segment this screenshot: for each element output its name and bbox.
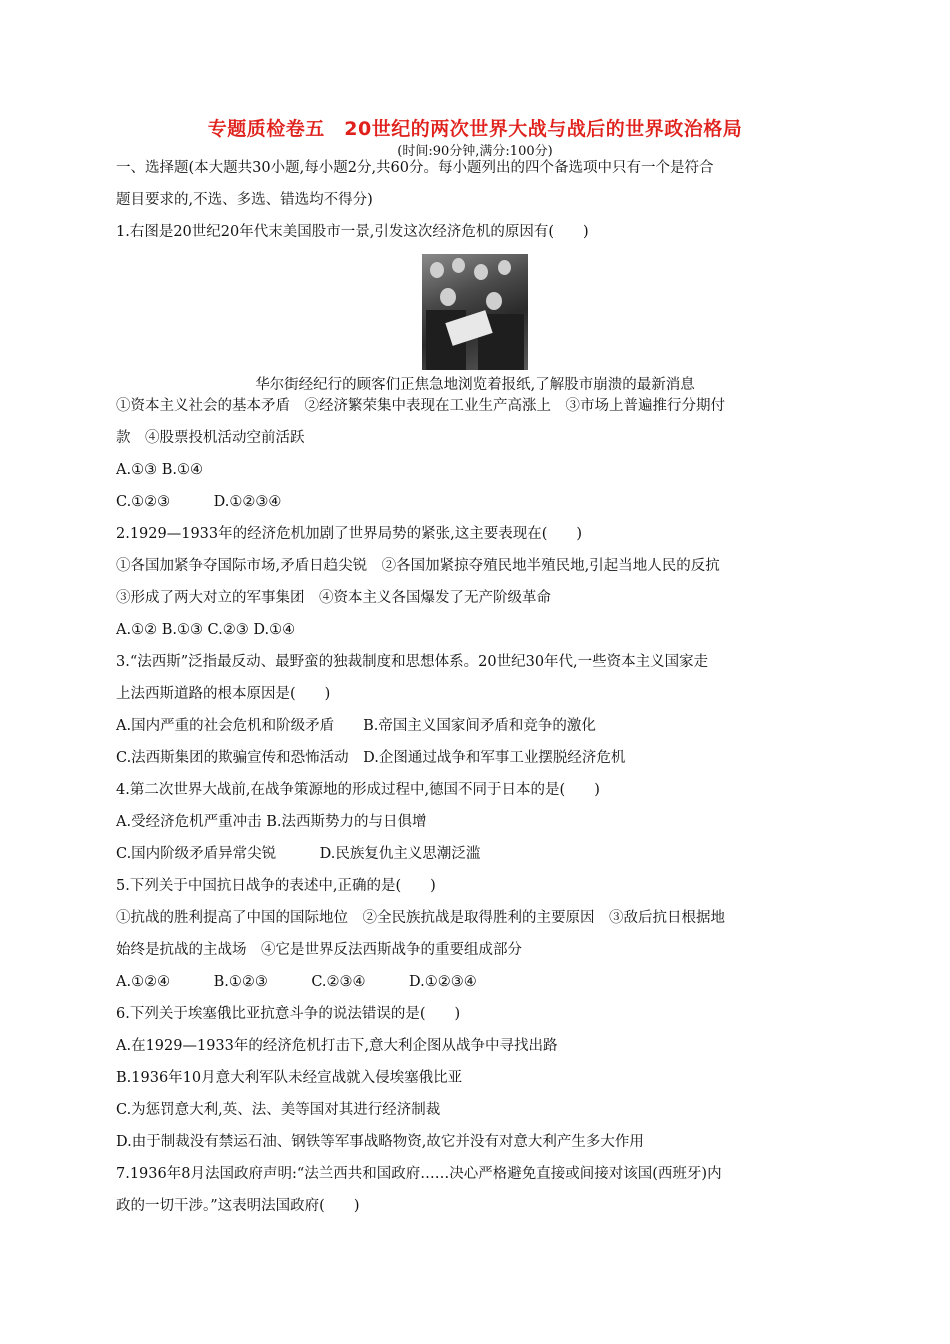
question-6-stem: 6.下列关于埃塞俄比亚抗意斗争的说法错误的是( ) [116, 1006, 461, 1022]
question-6-choice-c: C.为惩罚意大利,英、法、美等国对其进行经济制裁 [116, 1102, 441, 1118]
section-instructions-line-2: 题目要求的,不选、多选、错选均不得分) [116, 192, 373, 208]
question-2-option-line: ③形成了两大对立的军事集团 ④资本主义各国爆发了无产阶级革命 [116, 590, 551, 606]
question-6-choice-b: B.1936年10月意大利军队未经宣战就入侵埃塞俄比亚 [116, 1070, 463, 1086]
exam-time-score: (时间:90分钟,满分:100分) [397, 144, 553, 159]
question-2-choices: A.①② B.①③ C.②③ D.①④ [116, 622, 296, 638]
question-7-stem: 政的一切干涉。”这表明法国政府( ) [116, 1198, 360, 1214]
question-1-choices: C.①②③ D.①②③④ [116, 494, 282, 510]
figure-caption: 华尔街经纪行的顾客们正焦急地浏览着报纸,了解股市崩溃的最新消息 [255, 377, 695, 393]
section-instructions-line-1: 一、选择题(本大题共30小题,每小题2分,共60分。每小题列出的四个备选项中只有一个是符合 [116, 160, 714, 176]
question-3-stem: 3.“法西斯”泛指最反动、最野蛮的独裁制度和思想体系。20世纪30年代,一些资本主义国家走 [116, 654, 709, 670]
question-3-choices: C.法西斯集团的欺骗宣传和恐怖活动 D.企图通过战争和军事工业摆脱经济危机 [116, 750, 626, 766]
question-1-stem: 1.右图是20世纪20年代末美国股市一景,引发这次经济危机的原因有( ) [116, 224, 589, 240]
question-4-choices: C.国内阶级矛盾异常尖锐 D.民族复仇主义思潮泛滥 [116, 846, 481, 862]
question-5-choices: A.①②④ B.①②③ C.②③④ D.①②③④ [116, 974, 477, 990]
question-3-choices: A.国内严重的社会危机和阶级矛盾 B.帝国主义国家间矛盾和竞争的激化 [116, 718, 596, 734]
page-title: 专题质检卷五 20世纪的两次世界大战与战后的世界政治格局 [207, 118, 743, 140]
question-5-option-line: 始终是抗战的主战场 ④它是世界反法西斯战争的重要组成部分 [116, 942, 522, 958]
question-6-choice-a: A.在1929—1933年的经济危机打击下,意大利企图从战争中寻找出路 [116, 1038, 558, 1054]
question-3-stem: 上法西斯道路的根本原因是( ) [116, 686, 331, 702]
question-1-option-line: ①资本主义社会的基本矛盾 ②经济繁荣集中表现在工业生产高涨上 ③市场上普遍推行分期付 [116, 398, 725, 414]
stock-market-crowd-photo-icon [422, 254, 528, 370]
question-2-option-line: ①各国加紧争夺国际市场,矛盾日趋尖锐 ②各国加紧掠夺殖民地半殖民地,引起当地人民的反抗 [116, 558, 720, 574]
question-5-stem: 5.下列关于中国抗日战争的表述中,正确的是( ) [116, 878, 436, 894]
question-2-stem: 2.1929—1933年的经济危机加剧了世界局势的紧张,这主要表现在( ) [116, 526, 583, 542]
question-4-stem: 4.第二次世界大战前,在战争策源地的形成过程中,德国不同于日本的是( ) [116, 782, 600, 798]
question-5-option-line: ①抗战的胜利提高了中国的国际地位 ②全民族抗战是取得胜利的主要原因 ③敌后抗日根据地 [116, 910, 725, 926]
question-4-choices: A.受经济危机严重冲击 B.法西斯势力的与日俱增 [116, 814, 427, 830]
question-1-option-line: 款 ④股票投机活动空前活跃 [116, 430, 305, 446]
question-1-choices: A.①③ B.①④ [116, 462, 203, 478]
question-6-choice-d: D.由于制裁没有禁运石油、钢铁等军事战略物资,故它并没有对意大利产生多大作用 [116, 1134, 644, 1150]
question-7-stem: 7.1936年8月法国政府声明:“法兰西共和国政府……决心严格避免直接或间接对该国(西班牙)内 [116, 1166, 722, 1182]
